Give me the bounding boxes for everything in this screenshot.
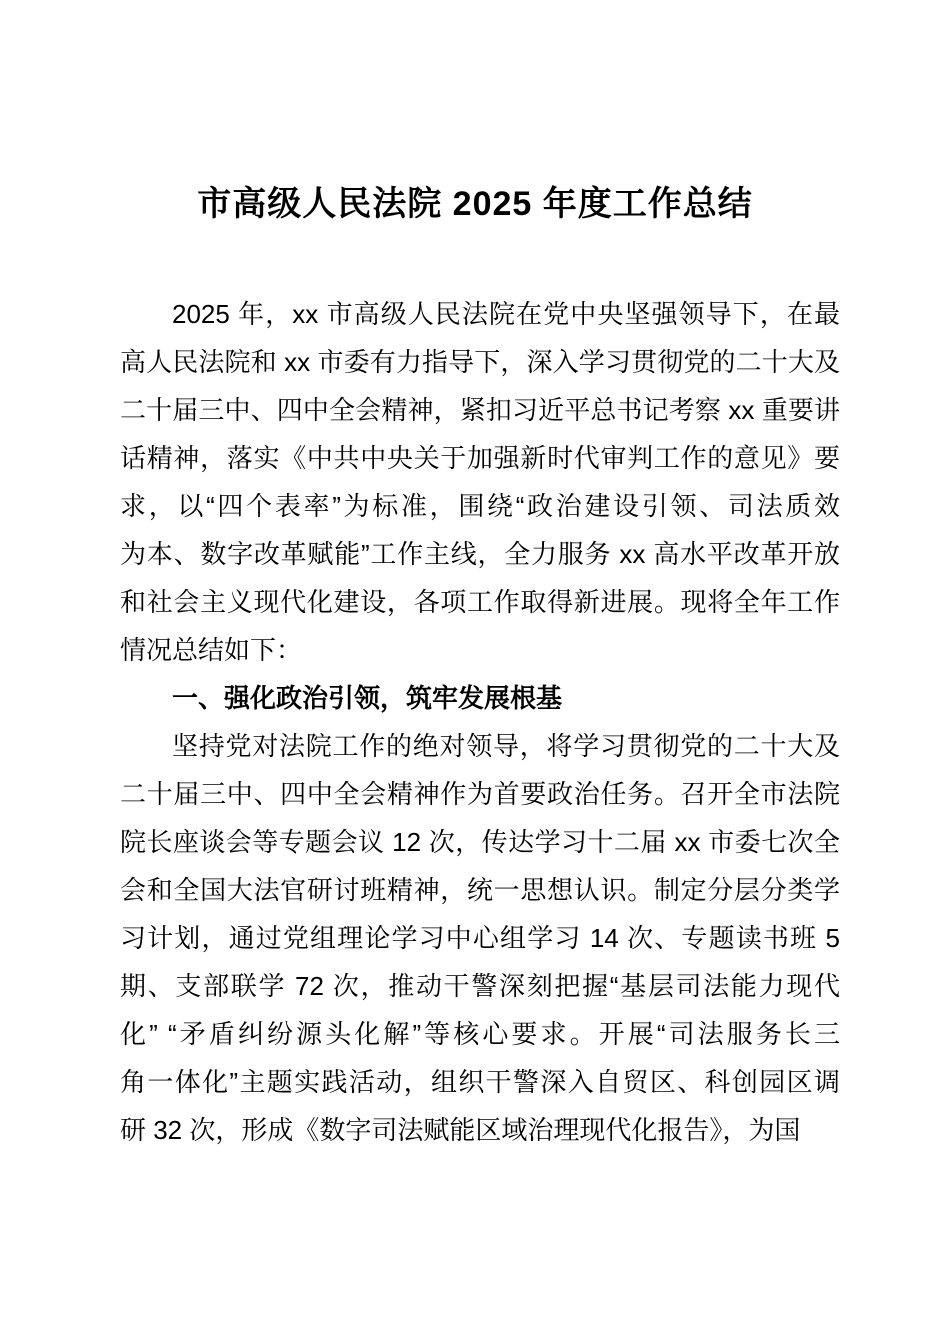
- text-line: 期、支部联学 72 次，推动干警深刻把握“基层司法能力现代: [120, 971, 840, 1001]
- intro-paragraph: [120, 290, 840, 674]
- text-line: 院长座谈会等专题会议 12 次，传达学习十二届 xx 市委七次全: [120, 827, 840, 857]
- text-line: 会和全国大法官研讨班精神，统一思想认识。制定分层分类学: [120, 875, 840, 905]
- text-line: 习计划，通过党组理论学习中心组学习 14 次、专题读书班 5: [120, 923, 840, 953]
- section-heading: 一、强化政治引领，筑牢发展根基: [172, 683, 563, 713]
- text-line: 高人民法院和 xx 市委有力指导下，深入学习贯彻党的二十大及: [120, 347, 840, 377]
- text-line: 2025 年，xx 市高级人民法院在党中央坚强领导下，在最: [172, 299, 840, 329]
- text-line: 化” “矛盾纠纷源头化解”等核心要求。开展“司法服务长三: [120, 1019, 840, 1049]
- text-line: 和社会主义现代化建设，各项工作取得新进展。现将全年工作: [120, 587, 840, 617]
- text-line: 话精神，落实《中共中央关于加强新时代审判工作的意见》要: [120, 443, 840, 473]
- text-line: 情况总结如下：: [120, 635, 303, 665]
- text-line: 求，以“四个表率”为标准，围绕“政治建设引领、司法质效: [120, 491, 840, 521]
- section1-paragraph: [120, 722, 840, 1154]
- document-body: [120, 290, 840, 1154]
- text-line: 二十届三中、四中全会精神作为首要政治任务。召开全市法院: [120, 779, 840, 809]
- document-title: 市高级人民法院 2025 年度工作总结: [197, 185, 753, 223]
- text-line: 角一体化”主题实践活动，组织干警深入自贸区、科创园区调: [120, 1067, 840, 1097]
- text-line: 坚持党对法院工作的绝对领导，将学习贯彻党的二十大及: [172, 731, 840, 761]
- text-line: 二十届三中、四中全会精神，紧扣习近平总书记考察 xx 重要讲: [120, 395, 840, 425]
- text-line: 为本、数字改革赋能”工作主线，全力服务 xx 高水平改革开放: [120, 539, 840, 569]
- text-line: 研 32 次，形成《数字司法赋能区域治理现代化报告》，为国: [120, 1115, 801, 1145]
